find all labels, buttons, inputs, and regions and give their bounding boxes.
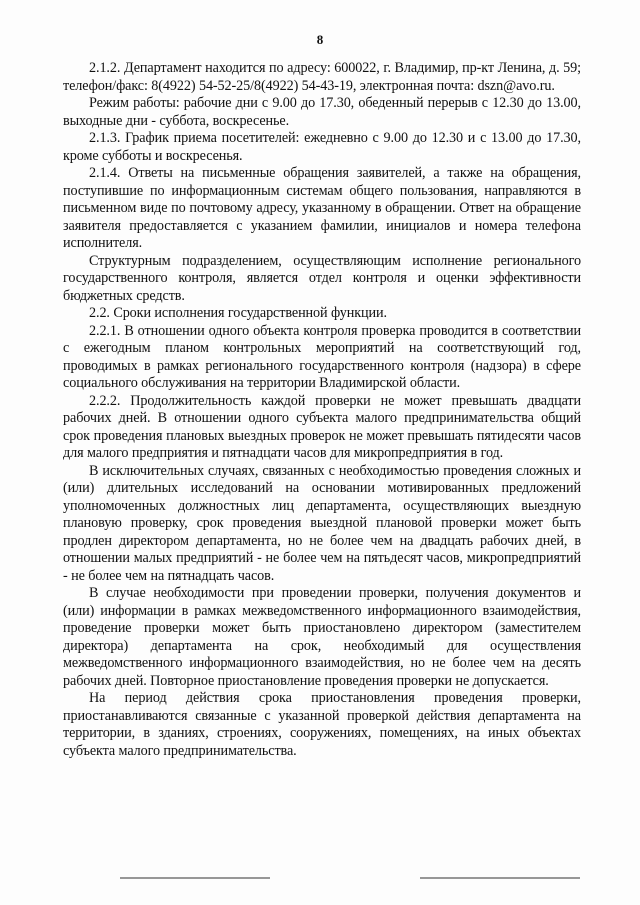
page-number: 8 (316, 32, 324, 47)
paragraph-2-1-3: 2.1.3. График приема посетителей: ежедневно с 9.00 до 12.30 и с 13.00 до 17.30, кроме субботы и воскресенья. (63, 130, 581, 164)
document-body (63, 60, 581, 760)
scan-artifact-right (420, 877, 580, 879)
paragraph-suspension: В случае необходимости при проведении проверки, получения документов и (или) информации в рамках межведомственного информационного взаимодействия, проведение проверки может быть приостановлено директором (заместителем директора) департамента на срок, необходимый для осуществления межведомственного информационного взаимодействия, но не более чем на десять рабочих дней. Повторное приостановление проведения проверки не допускается. (63, 585, 581, 689)
paragraph-2-2: 2.2. Сроки исполнения государственной функции. (89, 305, 387, 321)
paragraph-2-2-2: 2.2.2. Продолжительность каждой проверки не может превышать двадцати рабочих дней. В отношении одного субъекта малого предпринимательства общий срок проведения плановых выездных проверок не может превышать пятидесяти часов для малого предприятия и пятнадцати часов для микропредприятия в год. (63, 392, 581, 461)
paragraph-suspension-period: На период действия срока приостановления проведения проверки, приостанавливаются связанные с указанной проверкой действия департамента на территории, в зданиях, строениях, сооружениях, помещениях, на иных объектах субъекта малого предпринимательства. (63, 690, 581, 759)
paragraph-2-1-4: 2.1.4. Ответы на письменные обращения заявителей, а также на обращения, поступившие по информационным системам общего пользования, направляются в письменном виде по почтовому адресу, указанному в обращении. Ответ на обращение заявителя предоставляется с указанием фамилии, инициалов и номера телефона исполнителя. (63, 165, 581, 251)
scan-artifact-left (120, 877, 270, 879)
paragraph-structural-unit: Структурным подразделением, осуществляющим исполнение регионального государственного контроля, является отдел контроля и оценки эффективности бюджетных средств. (63, 252, 581, 304)
paragraph-2-1-2: 2.1.2. Департамент находится по адресу: 600022, г. Владимир, пр-кт Ленина, д. 59; телефон/факс: 8(4922) 54-52-25/8(4922) 54-43-19, электронная почта: dszn@avo.ru. (63, 60, 581, 94)
paragraph-work-hours: Режим работы: рабочие дни с 9.00 до 17.30, обеденный перерыв с 12.30 до 13.00, выходные дни - суббота, воскресенье. (63, 95, 581, 129)
paragraph-exceptional-cases: В исключительных случаях, связанных с необходимостью проведения сложных и (или) длительных исследований на основании мотивированных предложений уполномоченных должностных лиц департамента, осуществляющих выездную плановую проверку, срок проведения выездной плановой проверки может быть продлен директором департамента, но не более чем на двадцать рабочих дней, в отношении малых предприятий - не более чем на пятьдесят часов, микропредприятий - не более чем на пятнадцать часов. (63, 462, 581, 584)
paragraph-2-2-1: 2.2.1. В отношении одного объекта контроля проверка проводится в соответствии с ежегодным планом контрольных мероприятий на соответствующий год, проводимых в рамках регионального государственного контроля (надзора) в сфере социального обслуживания на территории Владимирской области. (63, 322, 581, 391)
